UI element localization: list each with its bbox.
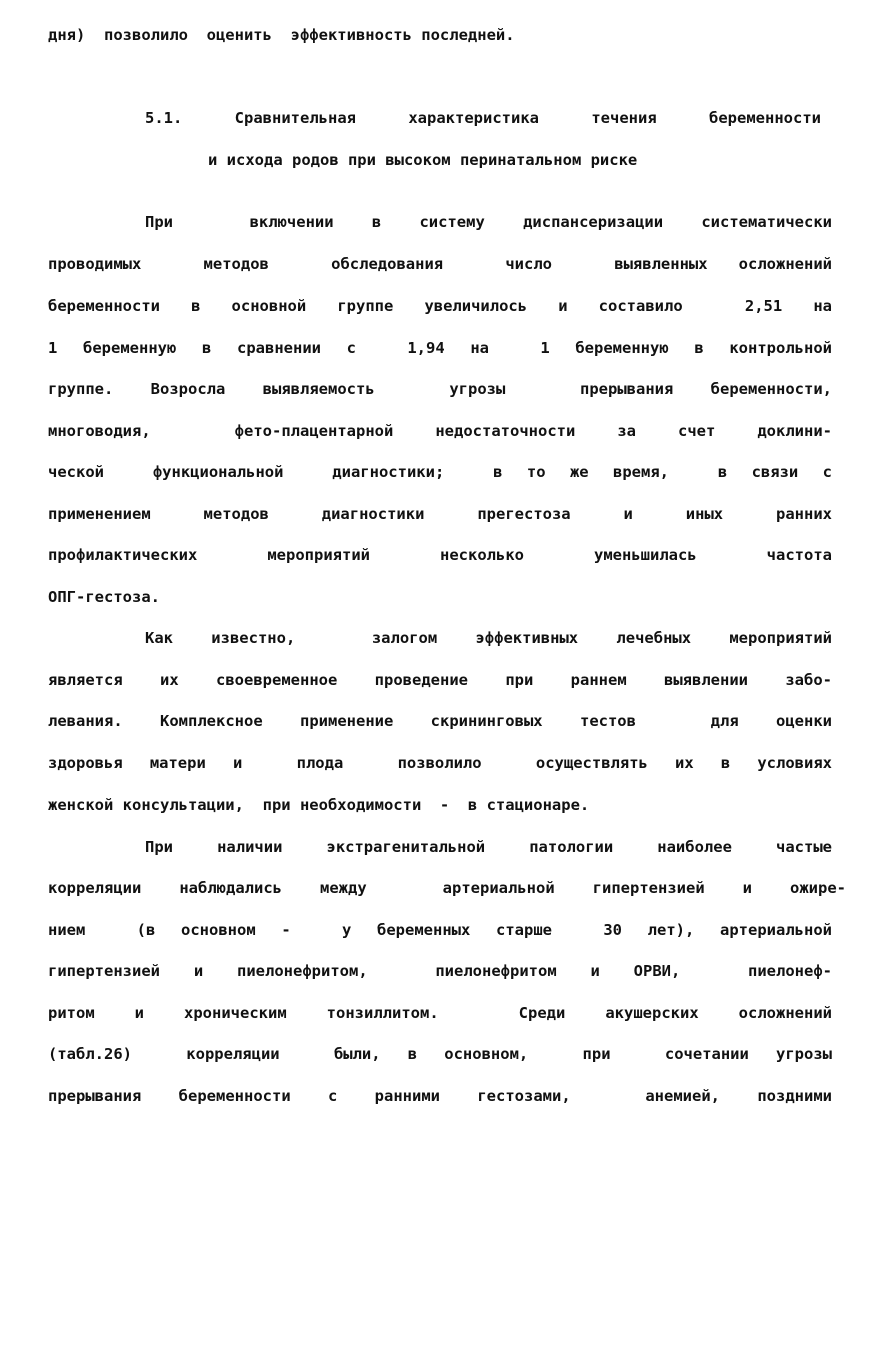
text-line: применением методов диагностики прегестоза и иных ранних bbox=[48, 505, 832, 523]
text-line: беременности в основной группе увеличилось и составило 2,51 на bbox=[48, 297, 832, 315]
paragraph-first-line: При наличии экстрагенитальной патологии наиболее частые bbox=[145, 838, 832, 856]
text-line: нием (в основном - у беременных старше 30 лет), артериальной bbox=[48, 921, 832, 939]
text-line: прерывания беременности с ранними гестозами, анемией, поздними bbox=[48, 1087, 832, 1105]
paragraph-first-line: При включении в систему диспансеризации систематически bbox=[145, 213, 832, 231]
text-line: гипертензией и пиелонефритом, пиелонефритом и ОРВИ, пиелонеф- bbox=[48, 962, 832, 980]
paragraph-first-line: Как известно, залогом эффективных лечебных мероприятий bbox=[145, 629, 832, 647]
text-line: является их своевременное проведение при раннем выявлении забо- bbox=[48, 671, 832, 689]
text-line: женской консультации, при необходимости - в стационаре. bbox=[48, 796, 590, 814]
text-line: левания. Комплексное применение скрининговых тестов для оценки bbox=[48, 712, 832, 730]
text-line: группе. Возросла выявляемость угрозы прерывания беременности, bbox=[48, 380, 832, 398]
text-line: профилактических мероприятий несколько уменьшилась частота bbox=[48, 546, 832, 564]
section-heading-line: 5.1. Сравнительная характеристика течения беременности bbox=[145, 109, 821, 127]
text-line: проводимых методов обследования число выявленных осложнений bbox=[48, 255, 832, 273]
text-line: многоводия, фето-плацентарной недостаточности за счет доклини- bbox=[48, 422, 832, 440]
text-line: ритом и хроническим тонзиллитом. Среди акушерских осложнений bbox=[48, 1004, 832, 1022]
text-line: 1 беременную в сравнении с 1,94 на 1 беременную в контрольной bbox=[48, 339, 832, 357]
text-line: корреляции наблюдались между артериальной гипертензией и ожире- bbox=[48, 879, 846, 897]
text-line: здоровья матери и плода позволило осуществлять их в условиях bbox=[48, 754, 832, 772]
text-line: дня) позволило оценить эффективность последней. bbox=[48, 26, 515, 44]
section-heading-line: и исхода родов при высоком перинатальном риске bbox=[208, 151, 638, 169]
text-line: ОПГ-гестоза. bbox=[48, 588, 160, 606]
text-line: ческой функциональной диагностики; в то же время, в связи с bbox=[48, 463, 832, 481]
text-line: (табл.26) корреляции были, в основном, при сочетании угрозы bbox=[48, 1045, 832, 1063]
